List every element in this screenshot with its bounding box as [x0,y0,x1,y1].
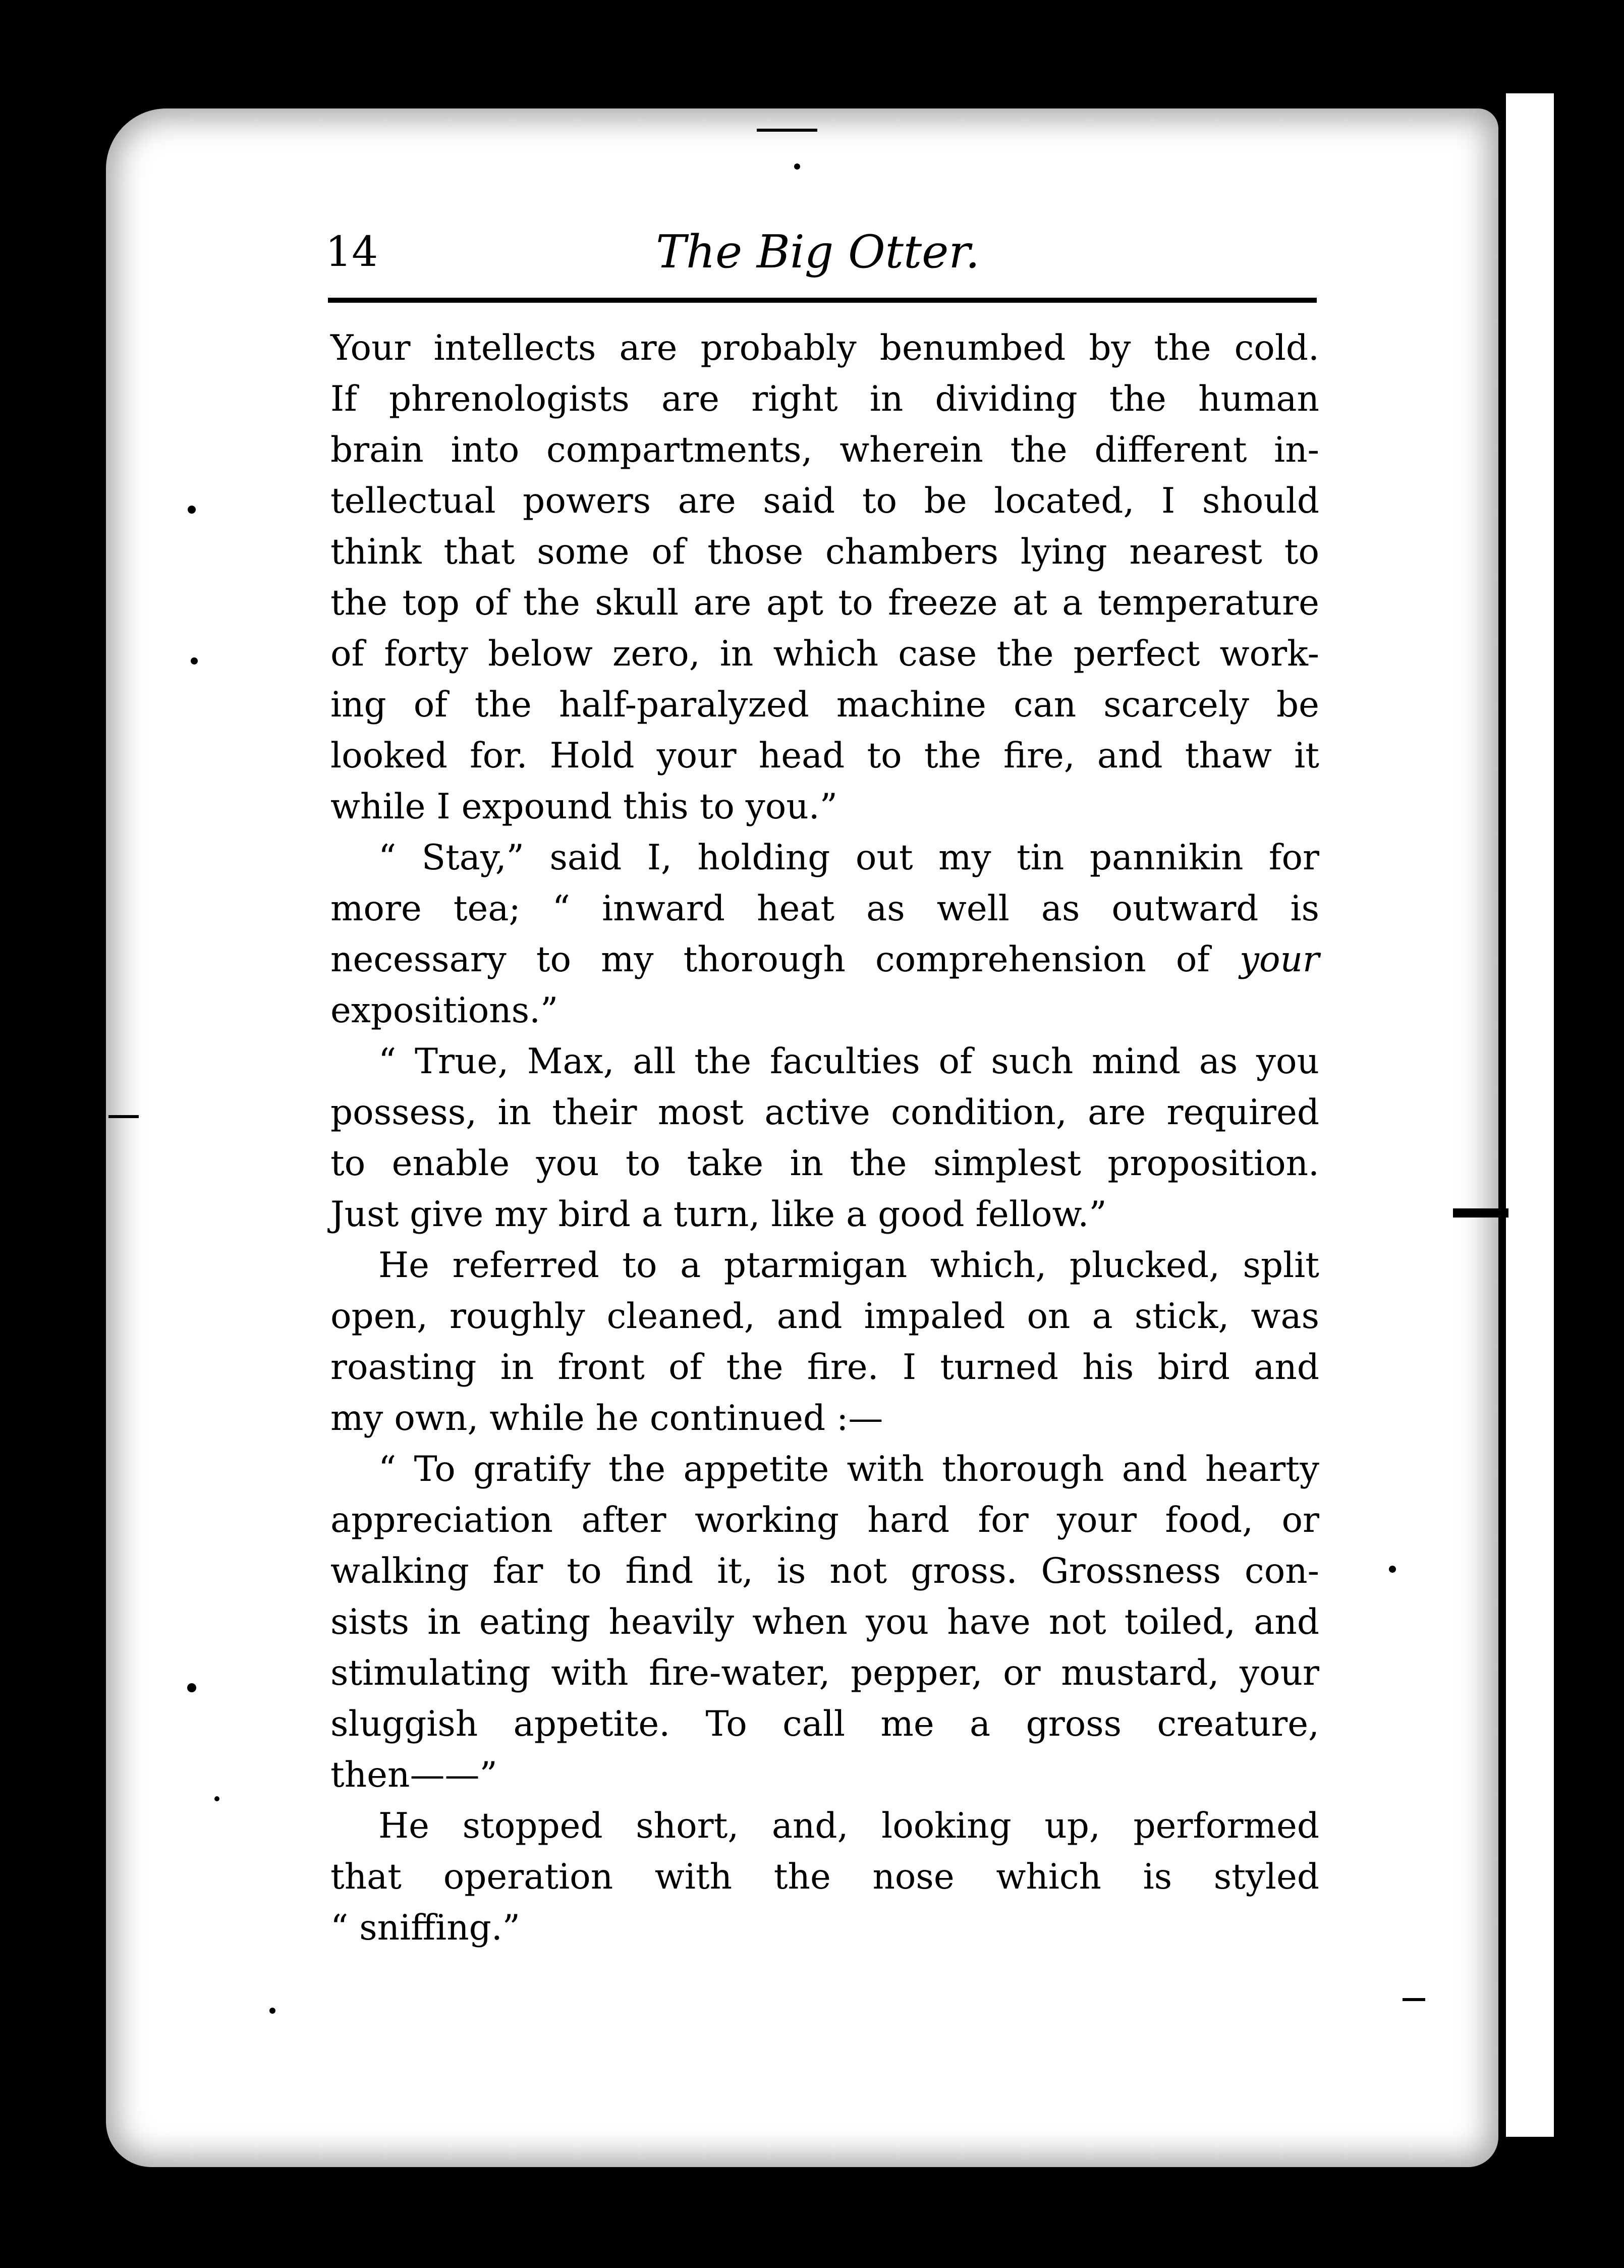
text-line: stimulating with fire-water, pepper, or mustard, your [330,1653,1319,1693]
text-line: brain into compartments, wherein the different in- [330,430,1319,470]
text-line: sists in eating heavily when you have not toiled, and [330,1602,1319,1642]
text-line-with-italic [330,934,1319,985]
text-line: my own, while he continued :— [330,1398,883,1439]
text-line: “ sniffing.” [330,1908,521,1948]
text-line: expositions.” [330,990,558,1031]
text-line: “ Stay,” said I, holding out my tin pannikin for [378,838,1319,878]
running-title: The Big Otter. [656,226,980,279]
italic-word: your [1240,939,1319,980]
text-line: possess, in their most active condition, are required [330,1092,1319,1133]
text-line: open, roughly cleaned, and impaled on a stick, was [330,1296,1319,1337]
page-edge-strip [1506,93,1554,2137]
page-body-text [330,323,1319,1954]
text-line: walking far to find it, is not gross. Grossness con- [330,1551,1319,1591]
text-line: If phrenologists are right in dividing the human [330,379,1319,419]
text-line: to enable you to take in the simplest proposition. [330,1143,1319,1184]
text-line: while I expound this to you.” [330,787,837,827]
text-line: He referred to a ptarmigan which, plucked, split [378,1245,1319,1286]
text-line: “ To gratify the appetite with thorough and hearty [378,1449,1319,1489]
text-line: that operation with the nose which is styled [330,1857,1319,1897]
text-line: “ True, Max, all the faculties of such mind as you [378,1041,1319,1082]
text-line: think that some of those chambers lying nearest to [330,532,1319,572]
page-header [325,222,1322,283]
text-segment: necessary to my thorough comprehension of [330,939,1210,980]
text-line: then——” [330,1755,497,1795]
text-line: appreciation after working hard for your food, or [330,1500,1319,1540]
text-line: the top of the skull are apt to freeze at a temperature [330,583,1319,623]
text-line: tellectual powers are said to be located, I should [330,481,1319,521]
text-line: roasting in front of the fire. I turned his bird and [330,1347,1319,1388]
header-rule [328,298,1317,303]
text-line: of forty below zero, in which case the perfect work- [330,634,1319,674]
text-line: more tea; “ inward heat as well as outward is [330,889,1319,929]
text-line: ing of the half-paralyzed machine can scarcely be [330,685,1319,725]
text-line: He stopped short, and, looking up, performed [378,1806,1319,1846]
scan-border [1554,0,1624,2268]
text-line: Just give my bird a turn, like a good fellow.” [330,1194,1107,1235]
text-line: looked for. Hold your head to the fire, and thaw it [330,736,1319,776]
page-number: 14 [325,228,378,276]
text-line: sluggish appetite. To call me a gross creature, [330,1704,1319,1744]
text-line: Your intellects are probably benumbed by the cold. [330,328,1319,368]
